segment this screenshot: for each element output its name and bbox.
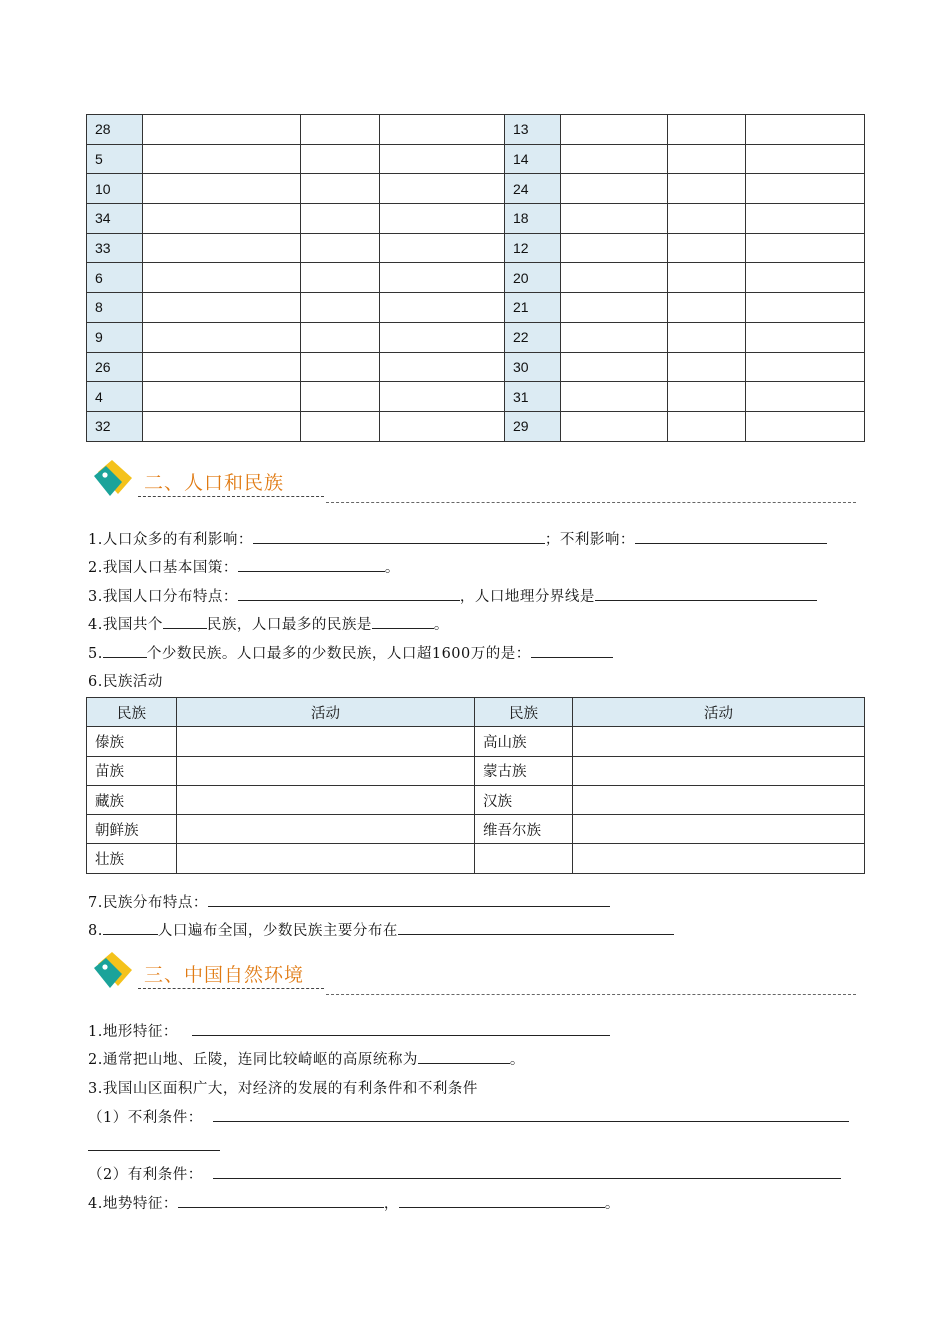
question-5 (88, 642, 613, 663)
activity-cell[interactable] (573, 815, 865, 844)
answer-cell[interactable] (380, 411, 505, 441)
ethnic-group-cell (475, 844, 573, 873)
answer-cell[interactable] (561, 115, 668, 145)
section-header-population (88, 456, 858, 506)
question-text: ， (383, 1196, 399, 1212)
answer-cell[interactable] (301, 174, 380, 204)
answer-cell[interactable] (380, 322, 505, 352)
tag-icon (92, 948, 136, 992)
column-header: 民族 (475, 698, 573, 727)
question-text: 2.通常把山地、丘陵，连同比较崎岖的高原统称为 (88, 1052, 418, 1068)
activity-cell[interactable] (573, 756, 865, 785)
row-number: 22 (505, 322, 561, 352)
question-4 (88, 613, 449, 634)
answer-blank[interactable] (178, 1193, 384, 1208)
table-row (87, 322, 865, 352)
answer-blank[interactable] (635, 529, 827, 544)
question-4 (88, 1192, 620, 1213)
answer-cell[interactable] (561, 144, 668, 174)
answer-cell[interactable] (746, 204, 865, 234)
column-header: 活动 (573, 698, 865, 727)
answer-cell[interactable] (746, 382, 865, 412)
question-text: 3.我国人口分布特点： (88, 589, 238, 605)
activity-cell[interactable] (573, 727, 865, 756)
ethnic-group-cell: 壮族 (87, 844, 177, 873)
activity-cell[interactable] (177, 756, 475, 785)
question-3 (88, 1077, 478, 1098)
question-text: 4.地势特征： (88, 1196, 178, 1212)
answer-cell[interactable] (380, 263, 505, 293)
ethnic-group-cell: 苗族 (87, 756, 177, 785)
answer-cell[interactable] (301, 322, 380, 352)
row-number: 14 (505, 144, 561, 174)
question-1 (88, 1020, 610, 1041)
row-number: 26 (87, 352, 143, 382)
answer-cell[interactable] (380, 233, 505, 263)
answer-cell[interactable] (668, 382, 746, 412)
answer-cell[interactable] (380, 352, 505, 382)
answer-cell[interactable] (561, 233, 668, 263)
section-header-nature (88, 948, 858, 998)
table-row (87, 785, 865, 814)
answer-blank[interactable] (213, 1107, 849, 1122)
question-3 (88, 585, 817, 606)
ethnic-group-cell: 藏族 (87, 785, 177, 814)
answer-cell[interactable] (746, 322, 865, 352)
row-number: 20 (505, 263, 561, 293)
question-text: 3.我国山区面积广大，对经济的发展的有利条件和不利条件 (88, 1081, 478, 1097)
answer-cell[interactable] (301, 204, 380, 234)
answer-blank[interactable] (398, 920, 674, 935)
answer-cell[interactable] (561, 411, 668, 441)
answer-cell[interactable] (561, 352, 668, 382)
ethnic-activity-table (86, 697, 865, 874)
answer-cell[interactable] (380, 293, 505, 323)
divider (326, 994, 856, 995)
answer-cell[interactable] (301, 263, 380, 293)
row-number: 21 (505, 293, 561, 323)
question-text: 民族，人口最多的民族是 (206, 617, 372, 633)
table-header-row (87, 698, 865, 727)
ethnic-group-cell: 汉族 (475, 785, 573, 814)
question-text: 人口遍布全国，少数民族主要分布在 (157, 923, 398, 939)
row-number: 8 (87, 293, 143, 323)
answer-cell[interactable] (380, 144, 505, 174)
answer-cell[interactable] (746, 233, 865, 263)
question-text: 7.民族分布特点： (88, 895, 208, 911)
answer-cell[interactable] (143, 174, 301, 204)
answer-blank[interactable] (531, 643, 613, 658)
answer-blank[interactable] (372, 614, 434, 629)
answer-cell[interactable] (143, 115, 301, 145)
answer-cell[interactable] (746, 115, 865, 145)
table-row (87, 411, 865, 441)
column-header: 活动 (177, 698, 475, 727)
divider (138, 988, 324, 989)
row-number: 34 (87, 204, 143, 234)
answer-cell[interactable] (668, 233, 746, 263)
table-row (87, 263, 865, 293)
answer-cell[interactable] (668, 352, 746, 382)
activity-cell[interactable] (177, 844, 475, 873)
column-header: 民族 (87, 698, 177, 727)
answer-cell[interactable] (380, 115, 505, 145)
question-text: 1.人口众多的有利影响： (88, 532, 253, 548)
table-row (87, 293, 865, 323)
row-number: 10 (87, 174, 143, 204)
answer-blank[interactable] (238, 586, 460, 601)
question-text: 8. (88, 923, 103, 939)
activity-cell[interactable] (177, 727, 475, 756)
answer-blank[interactable] (88, 1150, 220, 1151)
answer-blank[interactable] (213, 1164, 841, 1179)
question-1 (88, 528, 827, 549)
answer-cell[interactable] (668, 322, 746, 352)
row-number: 24 (505, 174, 561, 204)
question-8 (88, 919, 674, 940)
answer-cell[interactable] (301, 144, 380, 174)
answer-cell[interactable] (746, 174, 865, 204)
row-number: 31 (505, 382, 561, 412)
table-row (87, 144, 865, 174)
answer-cell[interactable] (380, 204, 505, 234)
number-table (86, 114, 865, 442)
question-text: 。 (384, 560, 400, 576)
table-row (87, 382, 865, 412)
question-3-1 (88, 1106, 849, 1127)
answer-cell[interactable] (668, 293, 746, 323)
question-text: 5. (88, 646, 103, 662)
answer-blank[interactable] (253, 529, 545, 544)
answer-cell[interactable] (561, 263, 668, 293)
row-number: 32 (87, 411, 143, 441)
ethnic-group-cell: 维吾尔族 (475, 815, 573, 844)
question-text: 个少数民族。人口最多的少数民族，人口超1600万的是： (146, 646, 531, 662)
row-number: 33 (87, 233, 143, 263)
tag-icon (92, 456, 136, 500)
table-row (87, 727, 865, 756)
activity-cell[interactable] (177, 815, 475, 844)
ethnic-group-cell: 傣族 (87, 727, 177, 756)
ethnic-group-cell: 朝鲜族 (87, 815, 177, 844)
answer-cell[interactable] (143, 204, 301, 234)
section-title: 三、中国自然环境 (144, 964, 305, 986)
question-2 (88, 556, 400, 577)
answer-cell[interactable] (301, 115, 380, 145)
row-number: 4 (87, 382, 143, 412)
answer-cell[interactable] (668, 144, 746, 174)
question-text: 。 (433, 617, 449, 633)
answer-cell[interactable] (746, 411, 865, 441)
answer-blank[interactable] (103, 920, 158, 935)
row-number: 5 (87, 144, 143, 174)
row-number: 9 (87, 322, 143, 352)
table-row (87, 174, 865, 204)
answer-blank[interactable] (208, 892, 610, 907)
answer-cell[interactable] (746, 352, 865, 382)
table-row (87, 756, 865, 785)
table-row (87, 815, 865, 844)
answer-cell[interactable] (301, 233, 380, 263)
answer-cell[interactable] (301, 293, 380, 323)
answer-cell[interactable] (143, 293, 301, 323)
row-number: 28 (87, 115, 143, 145)
divider (326, 502, 856, 503)
activity-cell[interactable] (573, 844, 865, 873)
row-number: 13 (505, 115, 561, 145)
divider (138, 496, 324, 497)
answer-cell[interactable] (301, 352, 380, 382)
row-number: 30 (505, 352, 561, 382)
ethnic-group-cell: 高山族 (475, 727, 573, 756)
table-row (87, 352, 865, 382)
question-text: 6.民族活动 (88, 674, 163, 690)
answer-blank[interactable] (238, 557, 385, 572)
activity-cell[interactable] (177, 785, 475, 814)
question-7 (88, 891, 610, 912)
answer-cell[interactable] (746, 263, 865, 293)
answer-cell[interactable] (561, 174, 668, 204)
question-text: ，人口地理分界线是 (459, 589, 595, 605)
activity-cell[interactable] (573, 785, 865, 814)
ethnic-group-cell: 蒙古族 (475, 756, 573, 785)
answer-cell[interactable] (143, 263, 301, 293)
question-text: 。 (509, 1052, 525, 1068)
question-text: ；不利影响： (544, 532, 635, 548)
table-row (87, 204, 865, 234)
section-title: 二、人口和民族 (144, 472, 285, 494)
answer-cell[interactable] (746, 293, 865, 323)
question-2 (88, 1048, 525, 1069)
question-3-2 (88, 1163, 841, 1184)
answer-cell[interactable] (380, 382, 505, 412)
question-text: （2）有利条件： (88, 1167, 203, 1183)
answer-blank[interactable] (192, 1021, 610, 1036)
question-text: 。 (604, 1196, 620, 1212)
question-text: （1）不利条件： (88, 1110, 203, 1126)
answer-blank[interactable] (163, 614, 207, 629)
question-text: 2.我国人口基本国策： (88, 560, 238, 576)
answer-cell[interactable] (301, 382, 380, 412)
answer-cell[interactable] (561, 204, 668, 234)
row-number: 29 (505, 411, 561, 441)
answer-blank[interactable] (103, 643, 147, 658)
answer-cell[interactable] (143, 322, 301, 352)
table-row (87, 115, 865, 145)
answer-blank[interactable] (399, 1193, 605, 1208)
answer-cell[interactable] (668, 174, 746, 204)
row-number: 18 (505, 204, 561, 234)
answer-cell[interactable] (668, 263, 746, 293)
table-row (87, 233, 865, 263)
answer-cell[interactable] (561, 382, 668, 412)
answer-cell[interactable] (561, 293, 668, 323)
question-6 (88, 670, 163, 691)
answer-cell[interactable] (668, 411, 746, 441)
answer-cell[interactable] (301, 411, 380, 441)
answer-cell[interactable] (668, 204, 746, 234)
answer-cell[interactable] (668, 115, 746, 145)
answer-cell[interactable] (380, 174, 505, 204)
answer-cell[interactable] (143, 233, 301, 263)
answer-cell[interactable] (143, 411, 301, 441)
answer-cell[interactable] (143, 144, 301, 174)
answer-cell[interactable] (561, 322, 668, 352)
row-number: 6 (87, 263, 143, 293)
answer-cell[interactable] (143, 352, 301, 382)
answer-cell[interactable] (746, 144, 865, 174)
question-text: 1.地形特征： (88, 1024, 178, 1040)
answer-cell[interactable] (143, 382, 301, 412)
answer-blank[interactable] (595, 586, 817, 601)
row-number: 12 (505, 233, 561, 263)
question-text: 4.我国共个 (88, 617, 163, 633)
table-row (87, 844, 865, 873)
answer-blank[interactable] (418, 1049, 510, 1064)
